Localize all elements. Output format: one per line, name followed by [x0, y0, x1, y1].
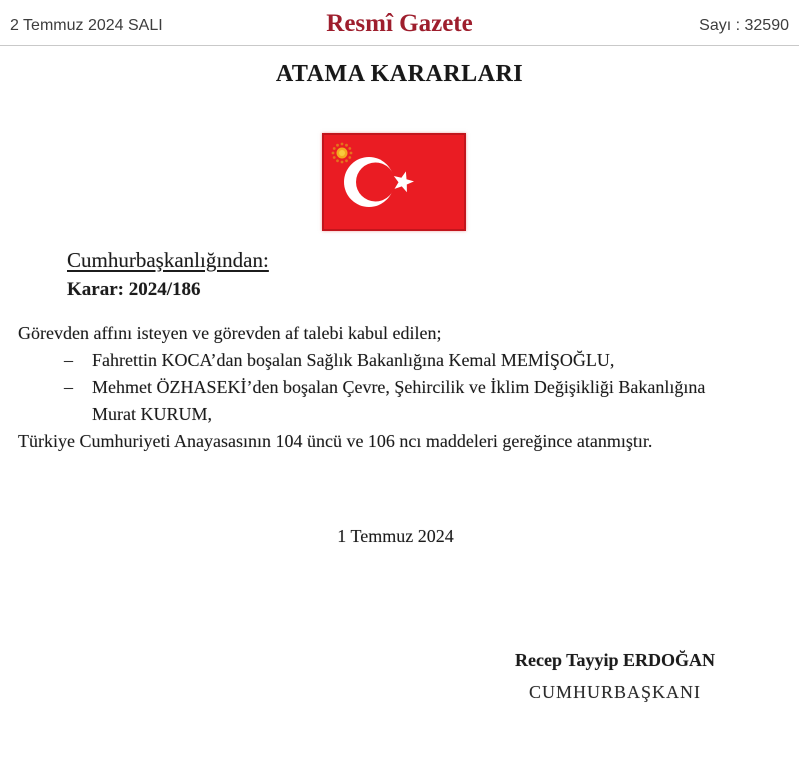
dash-bullet: – — [64, 350, 73, 370]
decision-body — [18, 320, 781, 455]
header-date: 2 Temmuz 2024 SALI — [10, 17, 163, 34]
issue-number: Sayı : 32590 — [699, 17, 789, 34]
appointment-text-line2: Murat KURUM, — [92, 404, 212, 424]
signatory-name: Recep Tayyip ERDOĞAN — [514, 650, 716, 670]
document-date: 1 Temmuz 2024 — [337, 526, 454, 546]
gazette-header — [0, 0, 799, 46]
turkish-flag-icon — [322, 133, 466, 231]
signatory-title: CUMHURBAŞKANI — [528, 682, 702, 702]
decision-number: Karar: 2024/186 — [67, 279, 201, 300]
intro-paragraph: Görevden affını isteyen ve görevden af talebi kabul edilen; — [18, 323, 442, 343]
closing-paragraph: Türkiye Cumhuriyeti Anayasasının 104 üncü ve 106 ncı maddeleri gereğince atanmıştır. — [18, 431, 653, 451]
appointment-text: Fahrettin KOCA’dan boşalan Sağlık Bakanlığına Kemal MEMİŞOĞLU, — [92, 350, 615, 370]
gazette-title: Resmî Gazete — [326, 10, 473, 37]
appointment-text-line1: Mehmet ÖZHASEKİ’den boşalan Çevre, Şehircilik ve İklim Değişikliği Bakanlığına — [92, 377, 706, 397]
turkish-flag-graphic — [322, 133, 466, 231]
signature-block — [455, 650, 775, 703]
appointment-item — [18, 347, 781, 374]
authority-heading: Cumhurbaşkanlığından: — [67, 248, 269, 272]
dash-bullet: – — [64, 377, 73, 397]
page-title: ATAMA KARARLARI — [275, 61, 524, 87]
appointment-text — [92, 374, 781, 428]
appointment-item — [18, 374, 781, 428]
